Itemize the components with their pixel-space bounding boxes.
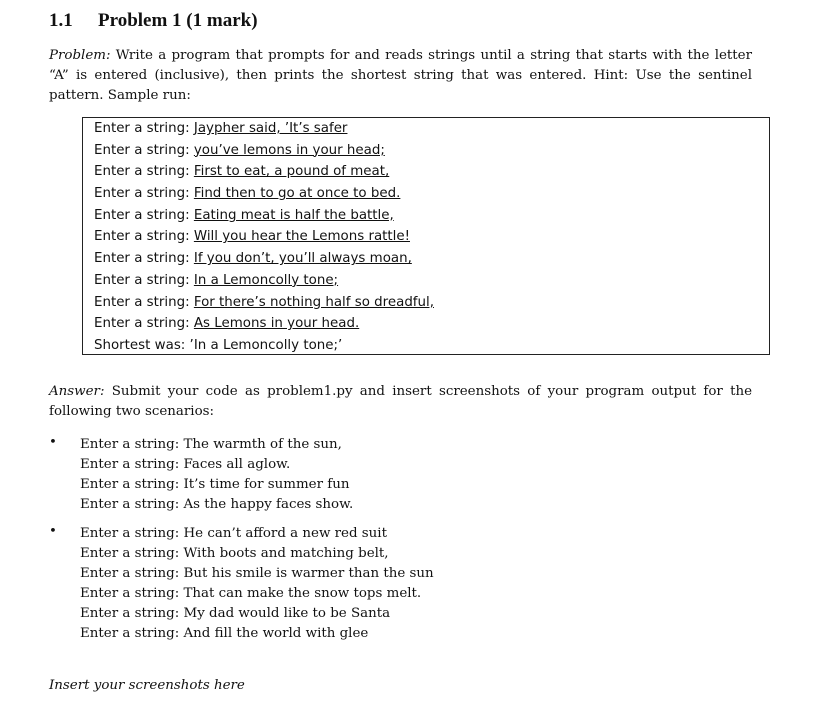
insert-screenshots-note: Insert your screenshots here [49,678,245,693]
prompt-text: Enter a string: [94,121,194,136]
scenario-line: Enter a string: As the happy faces show. [80,497,354,512]
scenario-line: Enter a string: The warmth of the sun, [80,437,342,452]
prompt-text: Enter a string: [94,207,194,223]
answer-description [49,382,752,422]
sample-result: Shortest was: ’In a Lemoncolly tone;’ [94,337,343,353]
problem-text: Write a program that prompts for and reads strings until a string that starts with the letter “A” is entered (inclusive), then prints the shortest string that was entered. Hint: Use the sentinel pattern. Sample run: [49,48,752,103]
user-input: If you don’t, you’ll always moan, [193,251,412,267]
prompt-text: Enter a string: [94,251,194,267]
prompt-text: Enter a string: [94,294,194,310]
user-input: In a Lemoncolly tone; [193,272,339,288]
section-title: Problem 1 (1 mark) [98,10,258,31]
sample-line [94,118,769,140]
scenario-line: Enter a string: He can’t afford a new red suit [80,526,387,541]
answer-label: Answer: [49,384,105,399]
section-heading [49,10,258,32]
scenario-line: Enter a string: That can make the snow tops melt. [80,586,422,601]
prompt-text: Enter a string: [94,142,194,158]
user-input: As Lemons in your head. [193,316,360,332]
user-input: First to eat, a pound of meat, [193,164,390,180]
bullet: • [49,435,57,450]
bullet: • [49,524,57,539]
sample-line [94,183,769,205]
sample-line [94,226,769,248]
user-input: Eating meat is half the battle, [193,207,394,223]
scenario-line: Enter a string: My dad would like to be Santa [80,606,391,621]
sample-line [94,161,769,183]
answer-text: Submit your code as problem1.py and insert screenshots of your program output for the following two scenarios: [49,384,752,419]
user-input: Find then to go at once to bed. [193,186,401,202]
prompt-text: Enter a string: [94,229,194,245]
problem-label: Problem: [49,48,111,63]
sample-line [94,248,769,270]
user-input: Will you hear the Lemons rattle! [193,229,410,245]
section-number: 1.1 [49,10,73,31]
sample-run-box [82,117,770,355]
sample-line [94,313,769,335]
user-input: you’ve lemons in your head; [193,142,385,158]
sample-line [94,270,769,292]
user-input: For there’s nothing half so dreadful, [193,294,434,310]
scenario-line: Enter a string: Faces all aglow. [80,457,291,472]
sample-line [94,292,769,314]
scenario-line: Enter a string: And fill the world with glee [80,626,369,641]
scenario-line: Enter a string: But his smile is warmer than the sun [80,566,434,581]
scenario-line: Enter a string: With boots and matching belt, [80,546,389,561]
problem-description [49,46,752,106]
user-input: Jaypher said, ’It’s safer [193,121,348,136]
sample-line [94,140,769,162]
prompt-text: Enter a string: [94,164,194,180]
prompt-text: Enter a string: [94,316,194,332]
prompt-text: Enter a string: [94,272,194,288]
sample-line [94,205,769,227]
scenario-line: Enter a string: It’s time for summer fun [80,477,350,492]
prompt-text: Enter a string: [94,186,194,202]
